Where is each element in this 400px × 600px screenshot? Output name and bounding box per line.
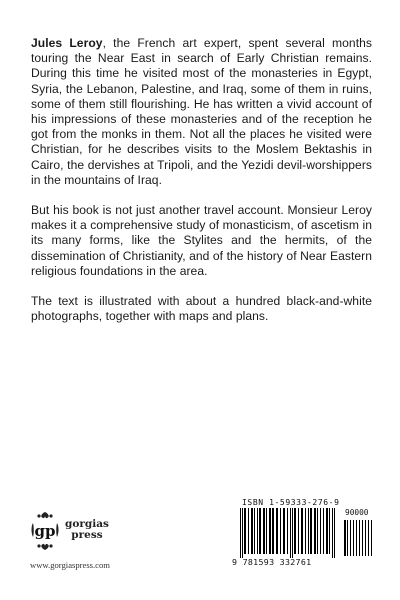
barcode-bar (326, 508, 328, 554)
barcode-bar (305, 508, 306, 554)
author-name: Jules Leroy (31, 36, 103, 50)
barcode-bar (368, 520, 369, 556)
barcode-bar (359, 520, 360, 556)
barcode-bar (298, 508, 299, 554)
barcode-bar (283, 508, 285, 554)
barcode-bar (371, 520, 372, 556)
barcode-bar (317, 508, 318, 554)
barcode-bar (272, 508, 274, 554)
blurb-paragraph-1-body: , the French art expert, spent several months touring the Near East in search of Early Christian remains. During this time he visited most of the monasteries in Egypt, Syria, the Lebanon, Palestine, and Iraq, some of them in ruins, some of them still flourishing. He has written a vivid account of his impressions of these monasteries and of the reception he got from the monks in them. Not all the places he visited were Christian, for he describes visits to the Moslem Bektashis in Cairo, the dervishes at Tripoli, and the Yezidi devil-worshippers in the mountains of Iraq. (31, 36, 372, 187)
barcode-bar (240, 508, 241, 558)
isbn-barcode-block (232, 498, 377, 570)
barcode-bar (347, 520, 348, 556)
barcode-bar (301, 508, 303, 554)
barcode-bar (244, 508, 246, 554)
barcode-bar (308, 508, 309, 554)
barcode-bar (320, 508, 321, 554)
barcode-bar (263, 508, 265, 554)
barcode-bar (356, 520, 357, 556)
barcode-bar (254, 508, 255, 554)
gp-ornament-logo-icon (30, 511, 60, 551)
barcode-bar (350, 520, 351, 556)
blurb-text (31, 36, 372, 339)
isbn-addon-digits: 90000 (345, 508, 369, 517)
publisher-name (65, 519, 109, 541)
ean-digits: 9 781593 332761 (232, 557, 312, 567)
isbn-label: ISBN 1-59333-276-9 (242, 498, 340, 507)
publisher-name-line-1: gorgias (65, 518, 109, 530)
barcode-bar (332, 508, 333, 558)
barcode-bar (314, 508, 316, 554)
barcode-bar (362, 520, 363, 556)
barcode-bar (329, 508, 330, 554)
barcode-bar (276, 508, 278, 554)
barcode-bar (280, 508, 281, 554)
barcode-bar (310, 508, 312, 554)
publisher-name-line-2: press (71, 529, 103, 541)
barcode-bar (365, 520, 366, 556)
barcode-bar (242, 508, 243, 558)
barcode-bar (290, 508, 291, 558)
barcode-bar (251, 508, 253, 554)
barcode-bar (294, 508, 296, 554)
blurb-paragraph-2: But his book is not just another travel account. Monsieur Leroy makes it a comprehensive study of monasticism, of ascetism in its many forms, like the Stylites and the hermits, of the dissemination of Christianity, and of the history of Near Eastern religious foundations in the area. (31, 203, 372, 278)
barcode-bar (248, 508, 249, 554)
barcode-bar (292, 508, 293, 558)
barcode-bar (257, 508, 258, 554)
blurb-paragraph-3: The text is illustrated with about a hundred black-and-white photographs, together with maps and plans. (31, 294, 372, 324)
barcode-bar (266, 508, 267, 554)
svg-text:gp: gp (34, 522, 56, 540)
publisher-block (30, 511, 160, 551)
publisher-url: www.gorgiaspress.com (30, 560, 110, 570)
barcode-bar (353, 520, 354, 556)
barcode-bar (269, 508, 271, 554)
barcode-bar (287, 508, 288, 554)
barcode-bar (344, 520, 346, 556)
barcode-bar (323, 508, 324, 554)
barcode-bar (259, 508, 261, 554)
barcode-bar (334, 508, 335, 558)
blurb-paragraph-1 (31, 36, 372, 188)
